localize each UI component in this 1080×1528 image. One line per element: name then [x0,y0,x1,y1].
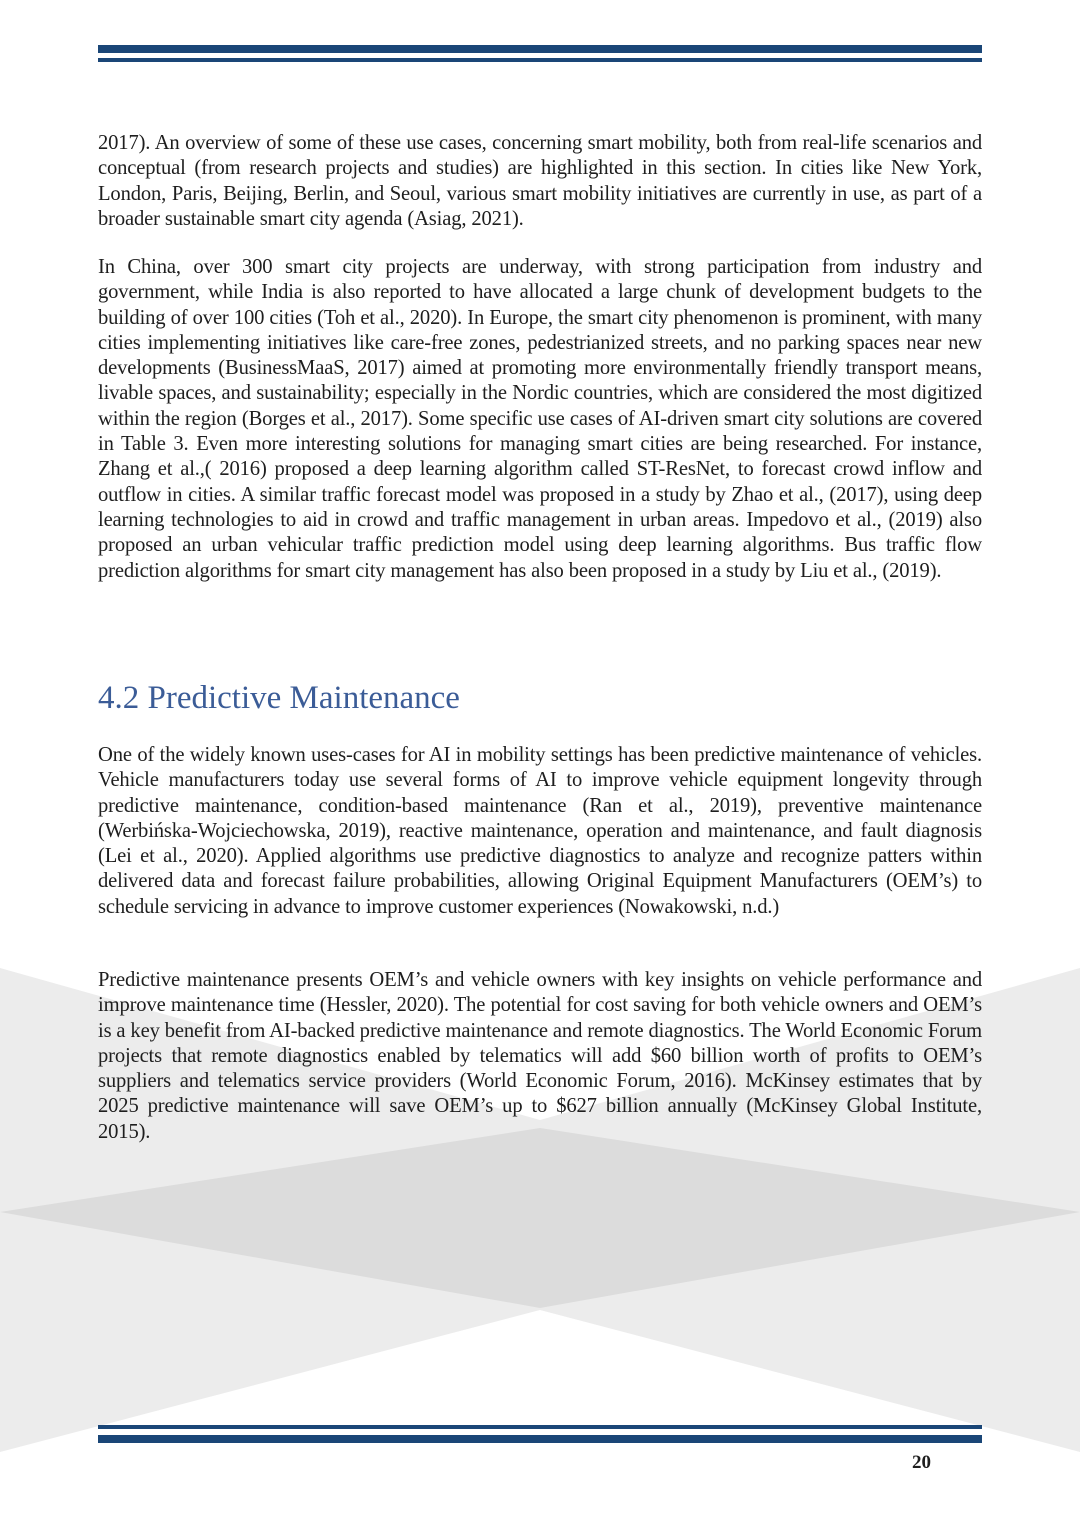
body-paragraph: One of the widely known uses-cases for AI in mobility settings has been predictive maintenance of vehicles. Vehicle manufacturers today use several forms of AI to improve vehicle equipment longevity through predictive maintenance, condition-based maintenance (Ran et al., 2019), preventive maintenance (Werbińska-Wojciechowska, 2019), reactive maintenance, operation and maintenance, and fault diagnosis (Lei et al., 2020). Applied algorithms use predictive diagnostics to analyze and recognize patters within delivered data and forecast failure probabilities, allowing Original Equipment Manufacturers (OEM’s) to schedule servicing in advance to improve customer experiences (Nowakowski, n.d.) [98,744,982,918]
page-number: 20 [912,1452,931,1473]
header-rule-thin [98,58,982,62]
body-paragraph: Predictive maintenance presents OEM’s and vehicle owners with key insights on vehicle performance and improve maintenance time (Hessler, 2020). The potential for cost saving for both vehicle owners and OEM’s is a key benefit from AI-backed predictive maintenance and remote diagnostics. The World Economic Forum projects that remote diagnostics enabled by telematics will add $60 billion worth of profits to OEM’s suppliers and telematics service providers (World Economic Forum, 2016). McKinsey estimates that by 2025 predictive maintenance will save OEM’s up to $627 billion annually (McKinsey Global Institute, 2015). [98,969,982,1143]
footer-rule-thick [98,1435,982,1443]
section-heading: 4.2 Predictive Maintenance [98,680,460,716]
body-paragraph: In China, over 300 smart city projects are underway, with strong participation from industry and government, while India is also reported to have allocated a large chunk of development budgets to the building of over 100 cities (Toh et al., 2020). In Europe, the smart city phenomenon is prominent, with many cities implementing initiatives like care-free zones, pedestrianized streets, and no parking spaces near new developments (BusinessMaaS, 2017) aimed at promoting more environmentally friendly transport means, livable spaces, and sustainability; especially in the Nordic countries, which are considered the most digitized within the region (Borges et al., 2017). Some specific use cases of AI-driven smart city solutions are covered in Table 3. Even more interesting solutions for managing smart cities are being researched. For instance, Zhang et al.,( 2016) proposed a deep learning algorithm called ST-ResNet, to forecast crowd inflow and outflow in cities. A similar traffic forecast model was proposed in a study by Zhao et al., (2017), using deep learning technologies to aid in crowd and traffic management in urban areas. Impedovo et al., (2019) also proposed an urban vehicular traffic prediction model using deep learning algorithms. Bus traffic flow prediction algorithms for smart city management has also been proposed in a study by Liu et al., (2019). [98,256,982,582]
footer-rule-thin [98,1425,982,1429]
body-paragraph: 2017). An overview of some of these use cases, concerning smart mobility, both from real-life scenarios and conceptual (from research projects and studies) are highlighted in this section. In cities like New York, London, Paris, Beijing, Berlin, and Seoul, various smart mobility initiatives are currently in use, as part of a broader sustainable smart city agenda (Asiag, 2021). [98,132,982,230]
header-rule-thick [98,45,982,53]
